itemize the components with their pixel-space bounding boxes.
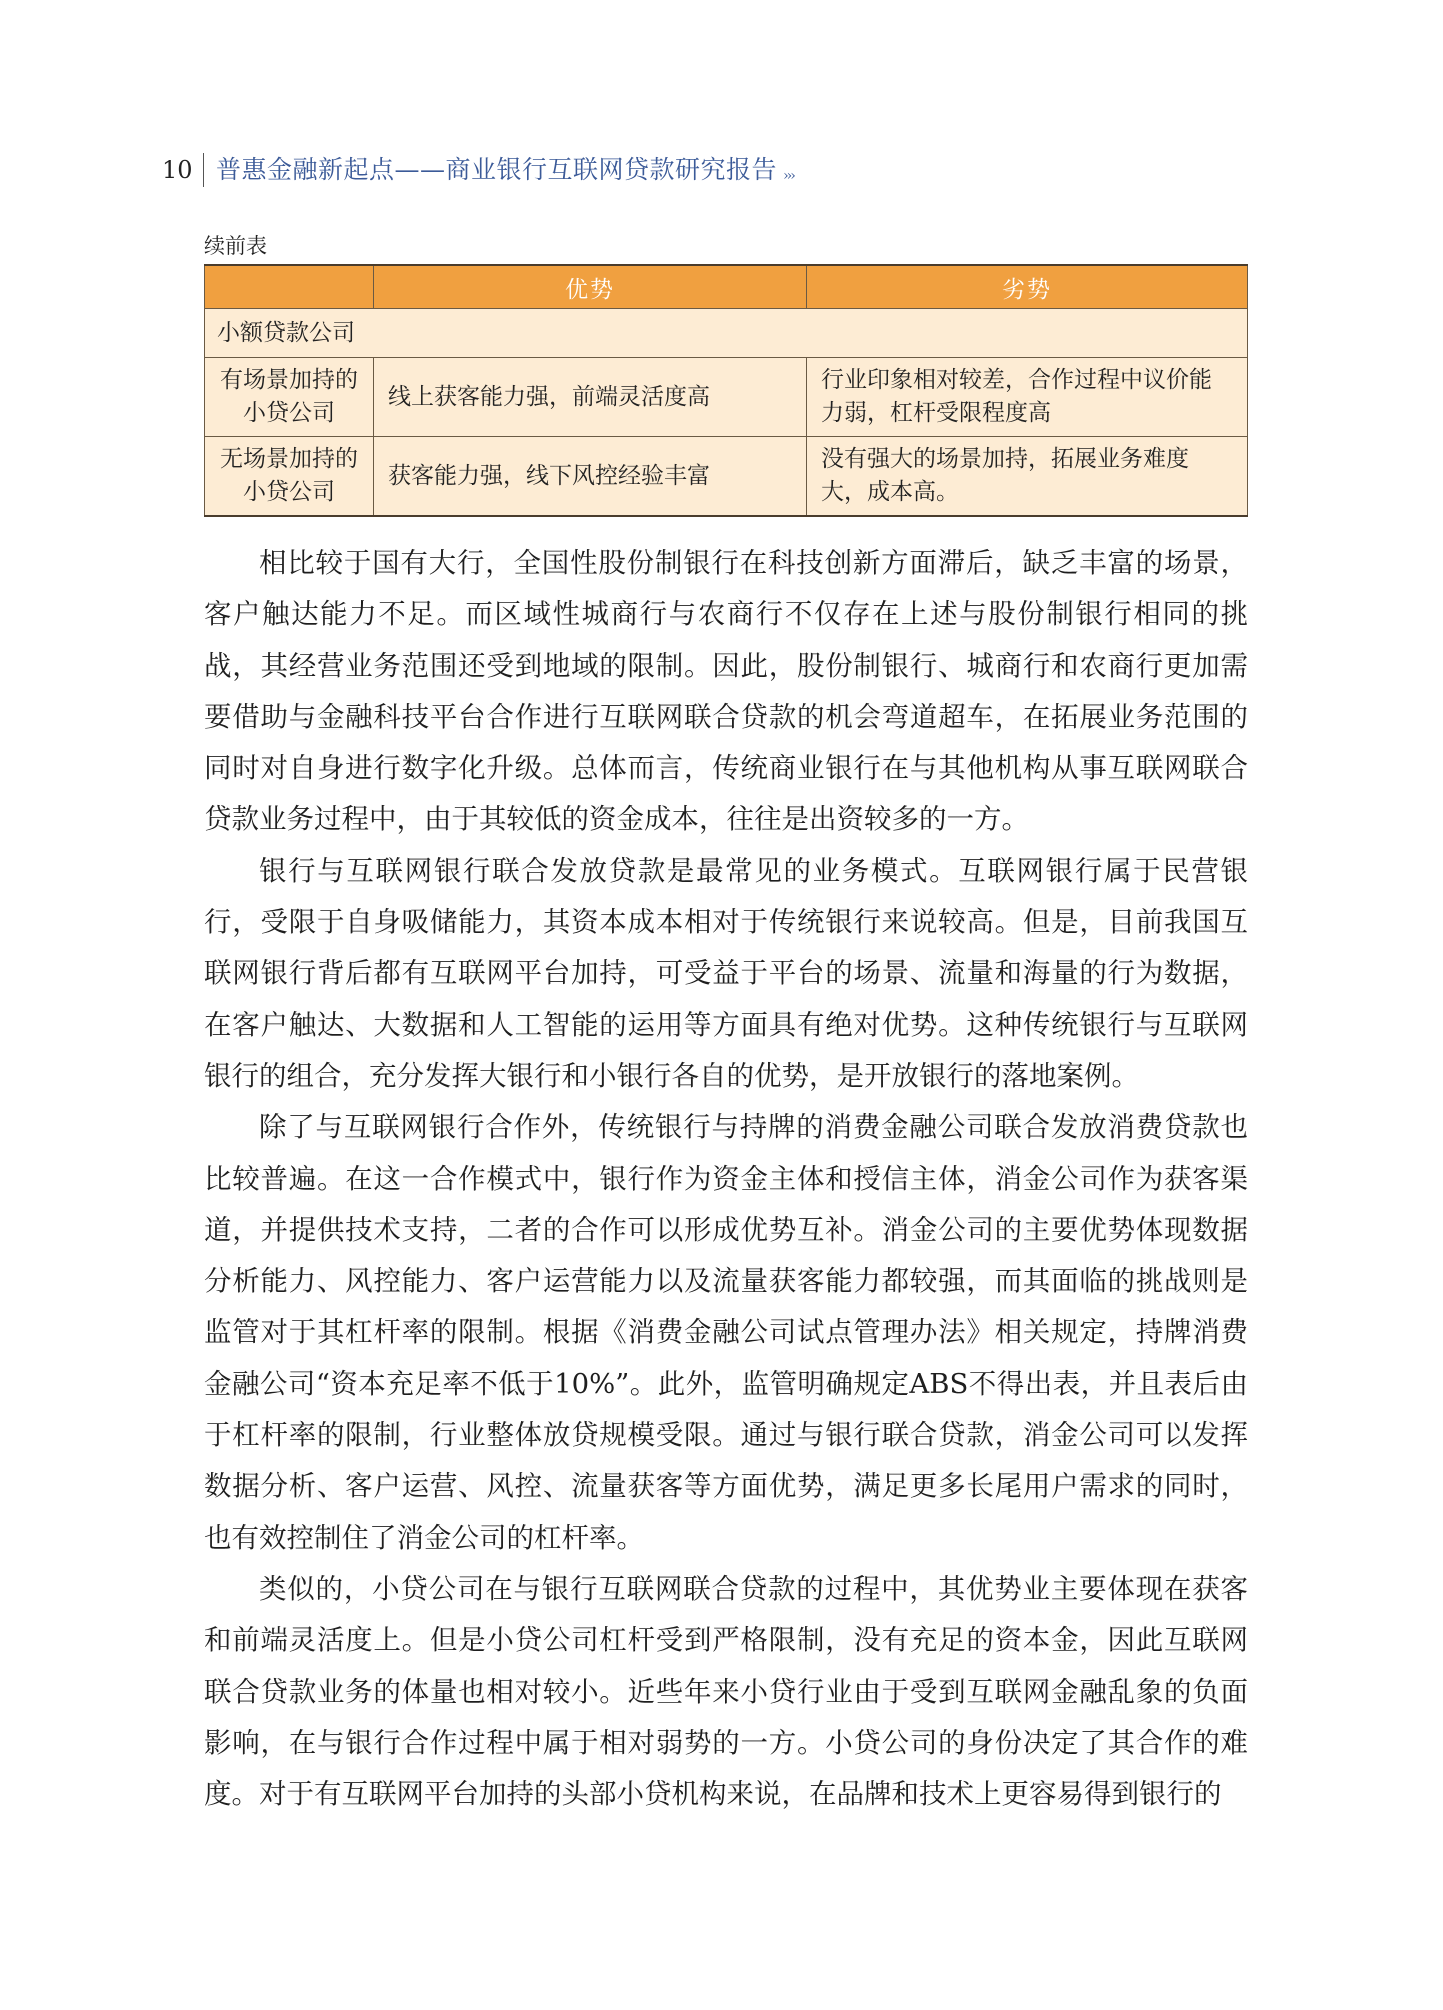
table-caption: 续前表 <box>204 234 267 258</box>
row-label: 有场景加持的小贷公司 <box>205 358 374 437</box>
comparison-table <box>204 264 1248 517</box>
column-header-blank <box>205 265 374 309</box>
row-label: 无场景加持的小贷公司 <box>205 437 374 517</box>
page-number: 10 <box>162 156 193 184</box>
group-label: 小额贷款公司 <box>205 309 1248 358</box>
table-row <box>205 437 1248 517</box>
paragraph: 除了与互联网银行合作外，传统银行与持牌的消费金融公司联合发放消费贷款也比较普遍。在这一合作模式中，银行作为资金主体和授信主体，消金公司作为获客渠道，并提供技术支持，二者的合作可以形成优势互补。消金公司的主要优势体现数据分析能力、风控能力、客户运营能力以及流量获客能力都较强，而其面临的挑战则是监管对于其杠杆率的限制。根据《消费金融公司试点管理办法》相关规定，持牌消费金融公司“资本充足率不低于10%”。此外，监管明确规定ABS不得出表，并且表后由于杠杆率的限制，行业整体放贷规模受限。通过与银行联合贷款，消金公司可以发挥数据分析、客户运营、风控、流量获客等方面优势，满足更多长尾用户需求的同时，也有效控制住了消金公司的杠杆率。 <box>204 1111 1248 1554</box>
disadvantage-cell: 没有强大的场景加持，拓展业务难度大，成本高。 <box>807 437 1248 517</box>
disadvantage-cell: 行业印象相对较差，合作过程中议价能力弱，杠杆受限程度高 <box>807 358 1248 437</box>
table-row <box>205 358 1248 437</box>
header-divider <box>203 153 205 187</box>
column-header-advantage: 优势 <box>374 265 807 309</box>
paragraph: 银行与互联网银行联合发放贷款是最常见的业务模式。互联网银行属于民营银行，受限于自身吸储能力，其资本成本相对于传统银行来说较高。但是，目前我国互联网银行背后都有互联网平台加持，可受益于平台的场景、流量和海量的行为数据，在客户触达、大数据和人工智能的运用等方面具有绝对优势。这种传统银行与互联网银行的组合，充分发挥大银行和小银行各自的优势，是开放银行的落地案例。 <box>204 854 1248 1092</box>
running-header <box>162 150 794 190</box>
chevron-right-icon: ››› <box>783 168 794 184</box>
book-title: 普惠金融新起点——商业银行互联网贷款研究报告 <box>216 155 778 184</box>
advantage-cell: 线上获客能力强，前端灵活度高 <box>374 358 807 437</box>
body-text <box>204 538 1248 1820</box>
table-header-row <box>205 265 1248 309</box>
paragraph: 相比较于国有大行，全国性股份制银行在科技创新方面滞后，缺乏丰富的场景，客户触达能力不足。而区域性城商行与农商行不仅存在上述与股份制银行相同的挑战，其经营业务范围还受到地域的限制。因此，股份制银行、城商行和农商行更加需要借助与金融科技平台合作进行互联网联合贷款的机会弯道超车，在拓展业务范围的同时对自身进行数字化升级。总体而言，传统商业银行在与其他机构从事互联网联合贷款业务过程中，由于其较低的资金成本，往往是出资较多的一方。 <box>204 547 1248 836</box>
paragraph: 类似的，小贷公司在与银行互联网联合贷款的过程中，其优势业主要体现在获客和前端灵活度上。但是小贷公司杠杆受到严格限制，没有充足的资本金，因此互联网联合贷款业务的体量也相对较小。近些年来小贷行业由于受到互联网金融乱象的负面影响，在与银行合作过程中属于相对弱势的一方。小贷公司的身份决定了其合作的难度。对于有互联网平台加持的头部小贷机构来说，在品牌和技术上更容易得到银行的 <box>204 1572 1248 1811</box>
advantage-cell: 获客能力强，线下风控经验丰富 <box>374 437 807 517</box>
table-group-row <box>205 309 1248 358</box>
column-header-disadvantage: 劣势 <box>807 265 1248 309</box>
